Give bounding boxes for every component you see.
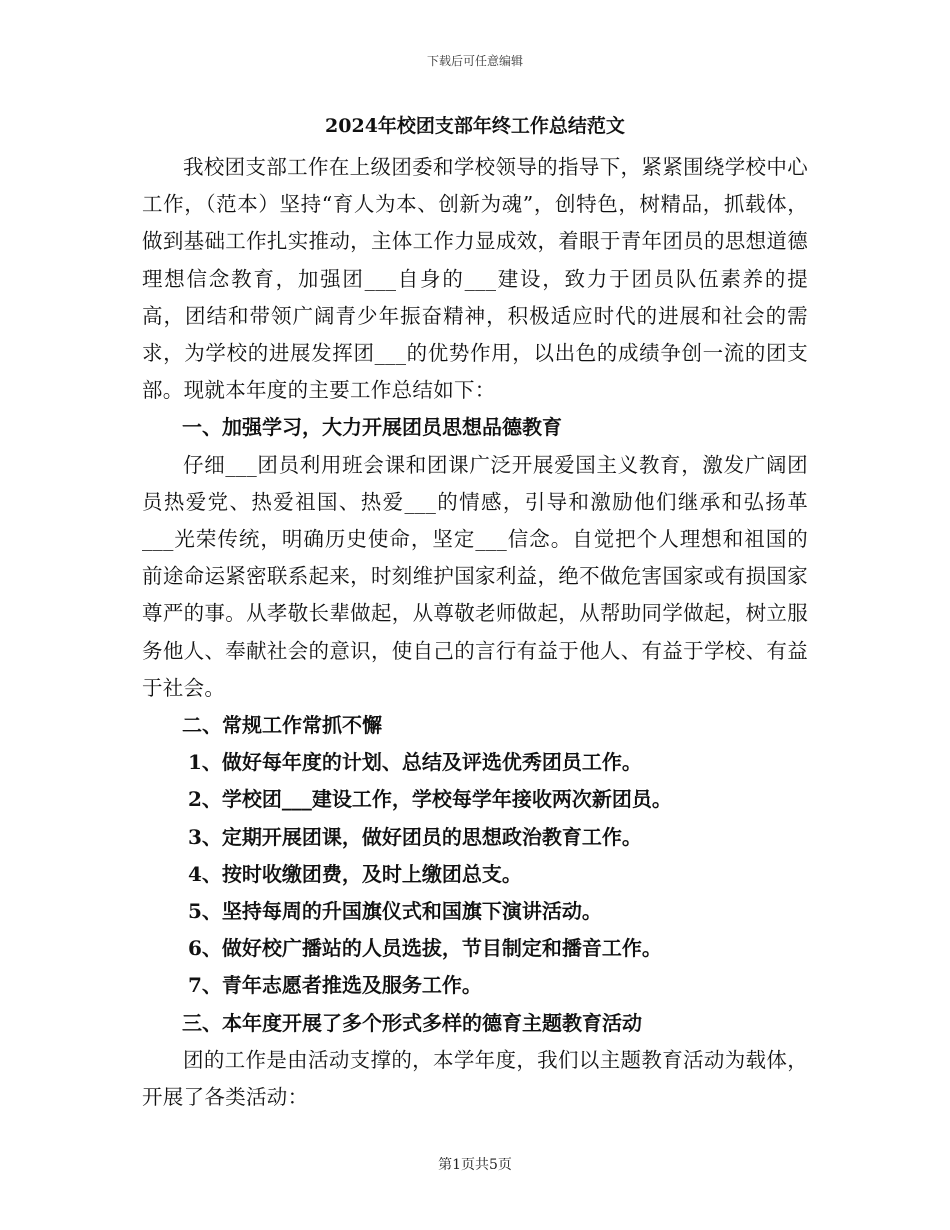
page-header-note: 下载后可任意编辑 [426, 54, 523, 68]
list-item: 5、坚持每周的升国旗仪式和国旗下演讲活动。 [188, 899, 602, 924]
section-3-heading: 三、本年度开展了多个形式多样的德育主题教育活动 [182, 1010, 642, 1035]
list-item: 6、做好校广播站的人员选拔，节目制定和播音工作。 [188, 936, 662, 961]
section-1-heading: 一、加强学习，大力开展团员思想品德教育 [182, 415, 562, 440]
list-item: 4、按时收缴团费，及时上缴团总支。 [188, 861, 522, 886]
list-item: 2、学校团___建设工作，学校每学年接收两次新团员。 [188, 787, 672, 812]
list-item: 1、做好每年度的计划、总结及评选优秀团员工作。 [188, 750, 642, 775]
intro-paragraph: 我校团支部工作在上级团委和学校领导的指导下，紧紧围绕学校中心工作，（范本）坚持“育人为本、创新为魂”，创特色，树精品，抓载体，做到基础工作扎实推动，主体工作力显成效，着眼于青年团员的思想道德理想信念教育，加强团___自身的___建设，致力于团员队伍素养的提高，团结和带领广阔青少年振奋精神，积极适应时代的进展和社会的需求，为学校的进展发挥团___的优势作用，以出色的成绩争创一流的团支部。现就本年度的主要工作总结如下： [142, 155, 808, 403]
document-title: 2024年校团支部年终工作总结范文 [325, 115, 625, 137]
list-item: 7、青年志愿者推选及服务工作。 [188, 973, 482, 998]
document-body [142, 112, 808, 1116]
list-item: 3、定期开展团课，做好团员的思想政治教育工作。 [188, 824, 642, 849]
page-number: 第1页共5页 [438, 1157, 512, 1173]
section-3-paragraph: 团的工作是由活动支撑的，本学年度，我们以主题教育活动为载体，开展了各类活动： [142, 1047, 808, 1110]
section-2-heading: 二、常规工作常抓不懈 [182, 713, 382, 738]
section-1-paragraph: 仔细___团员利用班会课和团课广泛开展爱国主义教育，激发广阔团员热爱党、热爱祖国、热爱___的情感，引导和激励他们继承和弘扬革___光荣传统，明确历史使命，坚定___信念。自觉把个人理想和祖国的前途命运紧密联系起来，时刻维护国家利益，绝不做危害国家或有损国家尊严的事。从孝敬长辈做起，从尊敬老师做起，从帮助同学做起，树立服务他人、奉献社会的意识，使自己的言行有益于他人、有益于学校、有益于社会。 [142, 452, 808, 700]
